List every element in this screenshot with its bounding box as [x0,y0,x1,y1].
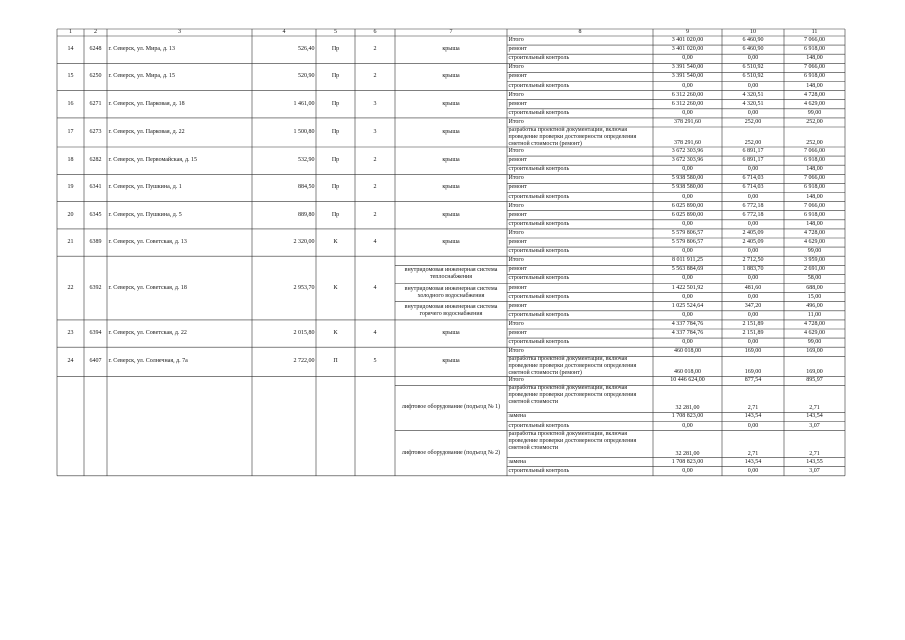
work-type: крыша [442,73,460,80]
value-col9: 1 422 501,92 [671,284,704,291]
house-area: 2 015,80 [293,330,315,337]
row-number [59,376,83,476]
value-col10: 0,00 [747,55,759,62]
value-col11: 6 918,00 [804,157,825,164]
value-col10: 1 883,70 [742,266,764,273]
subrow-label: строительный контроль [508,311,570,318]
value-col9: 4 337 784,76 [671,330,704,337]
house-code: 6282 [89,157,102,164]
value-col10: 2,71 [747,450,759,457]
house-code: 6392 [89,284,102,291]
value-col9: 1 025 524,64 [671,302,704,309]
value-col11: 895,97 [806,377,823,384]
house-area: 526,40 [298,46,315,53]
value-col11: 169,00 [806,369,823,376]
value-col11: 4 629,00 [804,330,825,337]
value-col11: 7 066,00 [804,175,825,182]
value-col11: 252,00 [806,140,823,146]
value-col10: 0,00 [747,275,759,282]
value-col10: 6 772,18 [742,211,764,218]
value-col10: 4 320,51 [742,91,764,98]
value-col10: 169,00 [744,369,762,376]
value-col11: 3 959,00 [804,257,825,264]
house-area: 889,80 [298,211,315,218]
column-header-8: 8 [578,29,582,35]
value-col9: 5 938 580,00 [671,175,704,182]
value-col9: 3 391 540,00 [671,64,704,71]
house-code: 6341 [89,184,102,191]
subrow-label: ремонт [508,184,527,191]
work-type: крыша [442,184,460,191]
wall-type: П [333,358,338,365]
work-type: внутридомовая инженерная система горячего водоснабжения [404,303,498,317]
floor-count [357,376,394,476]
value-col11: 7 066,00 [804,148,825,155]
value-col9: 10 446 624,00 [670,377,705,384]
column-header-6: 6 [373,29,377,35]
value-col11: 7 066,00 [804,64,825,71]
value-col9: 5 579 806,57 [671,229,704,236]
value-col9: 0,00 [682,166,693,173]
floor-count: 3 [373,100,377,107]
subrow-label: Итого [508,37,524,44]
subrow-label: строительный контроль [508,82,570,89]
column-header-11: 11 [811,29,818,35]
subrow-label: ремонт [508,302,527,309]
subrow-label: ремонт [508,157,527,164]
work-type: крыша [442,358,460,365]
value-col11: 58,00 [807,275,822,282]
column-header-1: 1 [69,29,72,35]
house-area: 1 500,80 [293,128,315,135]
value-col9: 3 401 020,00 [671,37,704,44]
value-col11: 6 918,00 [804,73,825,80]
value-col10: 4 320,51 [742,100,764,107]
row-number: 19 [67,184,74,191]
subrow-label: ремонт [508,330,527,337]
value-col10: 2 151,89 [742,330,764,337]
house-address [109,376,251,476]
value-col11: 148,00 [806,82,823,89]
wall-type: Пр [331,128,340,135]
value-col9: 32 281,00 [675,405,700,412]
subrow-label: строительный контроль [508,339,570,346]
subrow-label: ремонт [508,284,527,291]
subrow-label: ремонт [508,46,527,53]
subrow-label: замена [508,413,526,420]
subrow-label: Итого [508,320,524,327]
value-col11: 4 728,00 [804,91,825,98]
value-col10: 6 460,90 [742,37,764,44]
column-header-7: 7 [449,29,453,35]
value-col9: 4 337 784,76 [671,320,704,327]
house-area: 2 722,00 [293,358,315,365]
value-col11: 143,54 [806,413,823,420]
value-col10: 143,54 [744,458,762,465]
value-col11: 4 728,00 [804,320,825,327]
house-address: г. Северск, ул. Парковая, д. 18 [108,100,185,107]
work-type: крыша [442,100,460,107]
work-type: крыша [442,239,460,246]
column-header-4: 4 [282,29,286,35]
subrow-label: строительный контроль [508,422,570,429]
subrow-label: строительный контроль [508,248,570,255]
value-col10: 6 714,03 [742,184,764,191]
house-area: 520,90 [298,73,315,80]
value-col10: 0,00 [747,220,759,227]
subrow-label: строительный контроль [508,275,570,282]
value-col10: 6 714,03 [742,175,764,182]
subrow-label: строительный контроль [508,220,570,227]
work-type: крыша [442,46,460,53]
subrow-label: замена [508,458,526,465]
value-col9: 0,00 [682,422,693,429]
value-col11: 148,00 [806,193,823,200]
work-type: внутридомовая инженерная система теплоснабжения [404,267,498,281]
value-col9: 0,00 [682,193,693,200]
value-col9: 460 018,00 [674,369,701,376]
value-col9: 0,00 [682,55,693,62]
work-type: лифтовое оборудование (подъезд № 1) [401,404,501,411]
subrow-label: Итого [508,64,524,71]
value-col9: 6 312 260,00 [671,91,704,98]
subrow-label: Итого [508,148,524,155]
value-col9: 0,00 [682,311,693,318]
house-area: 2 320,00 [293,239,315,246]
value-col9: 5 579 806,57 [671,239,704,246]
wall-type [318,376,354,476]
value-col9: 460 018,00 [674,348,701,355]
subrow-label: строительный контроль [508,193,570,200]
value-col10: 2 151,89 [742,320,764,327]
work-type: крыша [442,330,460,337]
value-col11: 143,55 [806,458,823,465]
value-col11: 6 918,00 [804,184,825,191]
value-col9: 0,00 [682,248,693,255]
row-number: 15 [67,73,74,80]
house-address: г. Северск, ул. Пушкина, д. 5 [108,211,182,218]
column-header-10: 10 [750,29,756,35]
value-col10: 0,00 [747,293,759,300]
value-col10: 6 772,18 [742,202,764,209]
value-col9: 5 563 884,69 [671,266,704,273]
row-number: 16 [67,100,74,107]
row-number: 20 [67,211,74,218]
value-col10: 2 712,50 [742,257,764,264]
value-col11: 7 066,00 [804,202,825,209]
wall-type: К [333,330,338,337]
house-address: г. Северск, ул. Парковая, д. 22 [108,128,185,135]
floor-count: 5 [373,358,377,365]
value-col11: 3,07 [809,422,820,429]
subrow-label: строительный контроль [508,293,570,300]
house-address: г. Северск, ул. Пушкина, д. 1 [108,184,182,191]
value-col10: 252,00 [744,118,762,125]
house-address: г. Северск, ул. Советская, д. 18 [108,284,187,291]
value-col9: 5 938 580,00 [671,184,704,191]
house-area: 2 953,70 [293,284,315,291]
value-col9: 3 391 540,00 [671,73,704,80]
row-number: 17 [67,128,74,135]
value-col9: 0,00 [682,109,693,116]
value-col10: 169,00 [744,348,762,355]
subrow-label: Итого [508,175,524,182]
work-type: крыша [442,211,460,218]
value-col10: 0,00 [747,166,759,173]
value-col9: 1 708 823,00 [671,413,704,420]
column-header-3: 3 [178,29,181,35]
value-col10: 877,54 [744,377,762,384]
value-col11: 169,00 [806,348,823,355]
value-col11: 2 691,00 [804,266,825,273]
house-area: 884,50 [298,184,315,191]
house-code: 6273 [89,128,102,135]
row-number: 24 [67,358,74,365]
house-code: 6345 [89,211,102,218]
value-col9: 1 708 823,00 [671,458,704,465]
value-col11: 99,00 [807,109,822,116]
subrow-label: ремонт [508,266,527,273]
wall-type: Пр [331,157,340,164]
subrow-label: строительный контроль [508,166,570,173]
wall-type: К [333,239,338,246]
house-code: 6389 [89,239,102,246]
value-col9: 0,00 [682,220,693,227]
subrow-label: строительный контроль [508,55,570,62]
floor-count: 2 [373,157,377,164]
value-col9: 32 281,00 [675,450,700,457]
row-number: 18 [67,157,74,164]
subrow-label: разработка проектной документации, включая проведение проверки достоверности определения сметной стоимости (ремонт) [508,127,637,147]
value-col9: 8 011 911,25 [671,257,704,264]
value-col10: 0,00 [747,109,759,116]
value-col10: 6 460,90 [742,46,764,53]
wall-type: К [333,284,338,291]
value-col10: 6 891,17 [742,148,764,155]
value-col11: 252,00 [806,118,823,125]
house-address: г. Северск, ул. Первомайская, д. 15 [108,157,198,164]
wall-type: Пр [331,184,340,191]
subrow-label: Итого [508,348,524,355]
house-code: 6250 [89,73,102,80]
value-col9: 378 291,60 [674,118,701,125]
value-col10: 6 510,92 [742,73,764,80]
value-col9: 0,00 [682,339,693,346]
house-code: 6407 [89,358,102,365]
value-col10: 0,00 [747,467,759,474]
subrow-label: разработка проектной документации, включая проведение проверки достоверности определения сметной стоимости [508,385,637,406]
value-col10: 2 405,09 [742,239,764,246]
value-col10: 0,00 [747,422,759,429]
row-number: 14 [67,46,74,53]
house-code: 6271 [89,100,102,107]
house-code [86,376,106,476]
column-header-5: 5 [334,29,337,35]
subrow-label: ремонт [508,211,527,218]
floor-count: 2 [373,46,377,53]
row-number: 21 [67,239,74,246]
value-col10: 2,71 [747,405,759,412]
floor-count: 2 [373,184,377,191]
value-col10: 0,00 [747,248,759,255]
value-col10: 2 405,09 [742,229,764,236]
value-col9: 6 312 260,00 [671,100,704,107]
house-area [254,376,315,476]
value-col10: 143,54 [744,413,762,420]
floor-count: 4 [373,330,377,337]
value-col9: 6 025 890,00 [671,211,704,218]
value-col10: 347,20 [744,302,762,309]
house-address: г. Северск, ул. Советская, д. 13 [108,239,187,246]
work-type: крыша [442,128,460,135]
value-col11: 6 918,00 [804,46,825,53]
wall-type: Пр [331,73,340,80]
row-number: 22 [67,284,74,291]
house-code: 6248 [89,46,102,53]
house-code: 6394 [89,330,102,337]
house-address: г. Северск, ул. Солнечная, д. 7а [108,358,188,365]
value-col11: 496,00 [806,302,823,309]
value-col9: 3 401 020,00 [671,46,704,53]
subrow-label: Итого [508,91,524,98]
row-number: 23 [67,330,74,337]
house-area: 1 461,00 [293,100,315,107]
value-col10: 0,00 [747,193,759,200]
value-col9: 378 291,60 [674,140,701,146]
house-address: г. Северск, ул. Советская, д. 22 [108,330,187,337]
value-col11: 7 066,00 [804,37,825,44]
wall-type: Пр [331,100,340,107]
subrow-label: Итого [508,377,524,384]
floor-count: 4 [373,284,377,291]
subrow-label: ремонт [508,100,527,107]
value-col11: 3,07 [809,467,820,474]
work-type: крыша [442,157,460,164]
value-col11: 4 728,00 [804,229,825,236]
value-col10: 6 891,17 [742,157,764,164]
value-col9: 0,00 [682,275,693,282]
subrow-label: разработка проектной документации, включая проведение проверки достоверности определения сметной стоимости (ремонт) [508,356,637,377]
column-header-2: 2 [94,29,97,35]
wall-type: Пр [331,211,340,218]
value-col9: 3 672 303,96 [671,148,704,155]
value-col10: 0,00 [747,339,759,346]
value-col10: 252,00 [744,140,762,146]
house-address: г. Северск, ул. Мира, д. 13 [108,46,176,53]
value-col11: 688,00 [806,284,823,291]
value-col9: 0,00 [682,293,693,300]
subrow-label: Итого [508,118,524,125]
column-header-9: 9 [686,29,689,35]
value-col11: 4 629,00 [804,100,825,107]
work-type: внутридомовая инженерная система холодного водоснабжения [404,285,498,299]
subrow-label: ремонт [508,73,527,80]
value-col11: 2,71 [809,450,820,457]
value-col11: 99,00 [807,339,822,346]
subrow-label: Итого [508,257,524,264]
value-col11: 99,00 [807,248,822,255]
subrow-label: ремонт [508,239,527,246]
house-address: г. Северск, ул. Мира, д. 15 [108,73,176,80]
value-col9: 6 025 890,00 [671,202,704,209]
house-area: 532,90 [298,157,315,164]
floor-count: 3 [373,128,377,135]
value-col11: 6 918,00 [804,211,825,218]
floor-count: 2 [373,211,377,218]
floor-count: 2 [373,73,377,80]
value-col11: 148,00 [806,220,823,227]
subrow-label: разработка проектной документации, включая проведение проверки достоверности определения сметной стоимости [508,430,637,451]
floor-count: 4 [373,239,377,246]
value-col11: 148,00 [806,55,823,62]
value-col11: 148,00 [806,166,823,173]
value-col11: 2,71 [809,405,820,412]
subrow-label: строительный контроль [508,467,570,474]
value-col9: 3 672 303,96 [671,157,704,164]
value-col11: 15,00 [807,293,822,300]
value-col10: 0,00 [747,82,759,89]
subrow-label: Итого [508,229,524,236]
value-col9: 0,00 [682,467,693,474]
value-col9: 0,00 [682,82,693,89]
value-col10: 481,60 [744,284,762,291]
subrow-label: строительный контроль [508,109,570,116]
work-type: лифтовое оборудование (подъезд № 2) [401,449,501,456]
value-col10: 6 510,92 [742,64,764,71]
subrow-label: Итого [508,202,524,209]
value-col11: 11,00 [807,311,822,318]
value-col11: 4 629,00 [804,239,825,246]
value-col10: 0,00 [747,311,759,318]
wall-type: Пр [331,46,340,53]
